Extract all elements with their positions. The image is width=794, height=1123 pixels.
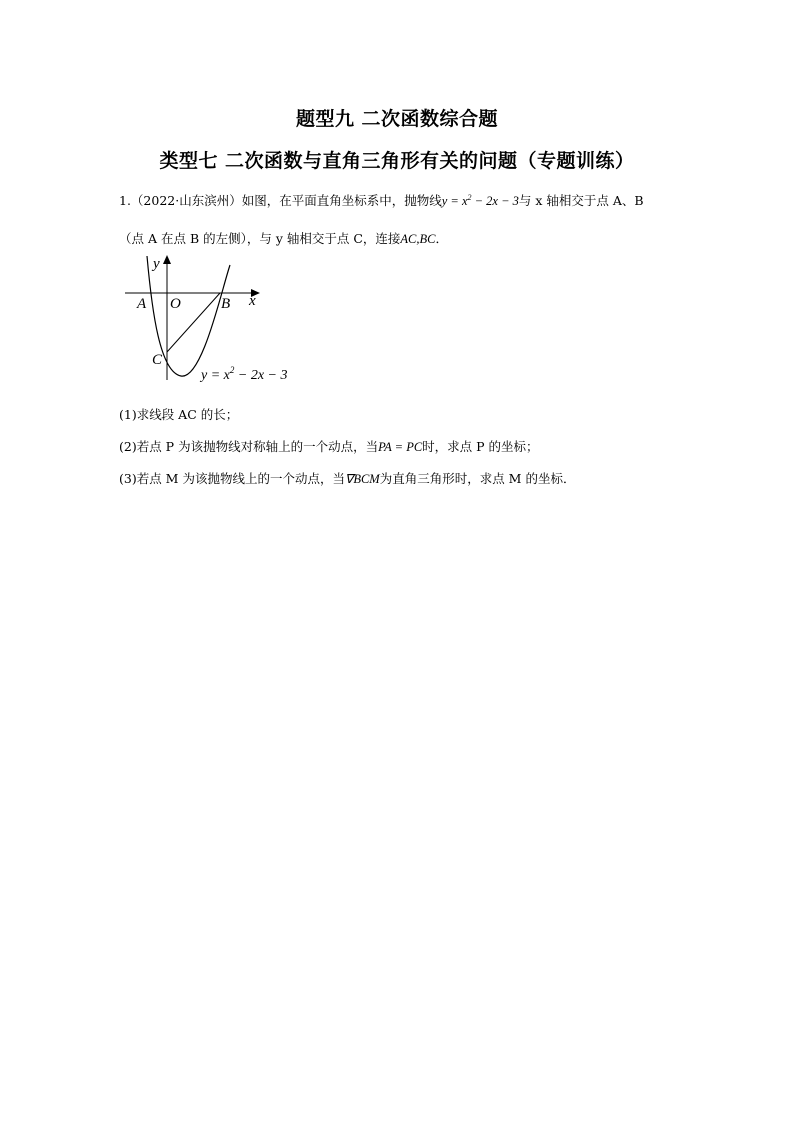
problem-intro-line-2 <box>119 229 448 247</box>
label-point-o: O <box>170 296 181 312</box>
label-y-axis: y <box>153 256 160 272</box>
question-3-text: (3)若点 M 为该抛物线上的一个动点，当 <box>119 471 345 486</box>
question-3 <box>119 469 575 487</box>
problem-intro-end: ． <box>435 231 448 246</box>
label-x-axis: x <box>249 293 256 309</box>
curve-equation-label <box>199 365 287 383</box>
label-point-b: B <box>221 296 231 312</box>
heading-line-2: 类型七 二次函数与直角三角形有关的问题（专题训练） <box>159 150 635 172</box>
question-2-text-end: 时，求点 P 的坐标； <box>422 439 539 454</box>
question-1: (1)求线段 AC 的长； <box>119 407 239 422</box>
problem-intro-text-2: 与 x 轴相交于点 A、B <box>518 193 644 208</box>
problem-intro-text-3: （点 A 在点 B 的左侧），与 y 轴相交于点 C，连接 <box>119 231 401 246</box>
curve-label-rest: − 2x − 3 <box>234 368 288 383</box>
heading-line-1: 题型九 二次函数综合题 <box>295 108 499 130</box>
question-2-math: PA = PC <box>378 440 423 454</box>
equation-y: y = x <box>441 194 468 208</box>
equation-rest: − 2x − 3 <box>471 194 519 208</box>
curve-label-y: y = x <box>201 368 230 383</box>
label-point-a: A <box>137 296 147 312</box>
question-2-text: (2)若点 P 为该抛物线对称轴上的一个动点，当 <box>119 439 379 454</box>
y-axis-arrow <box>163 255 171 264</box>
label-point-c: C <box>152 352 163 368</box>
question-2 <box>119 437 539 455</box>
curve-label-exp: 2 <box>229 365 235 375</box>
equation-exponent: 2 <box>467 192 472 202</box>
problem-intro-line-1 <box>119 191 644 209</box>
question-3-math: ∇BCM <box>344 472 380 486</box>
problem-equation <box>442 194 519 208</box>
question-3-text-end: 为直角三角形时，求点 M 的坐标． <box>379 471 576 486</box>
problem-intro-text: 1.（2022·山东滨州）如图，在平面直角坐标系中，抛物线 <box>119 193 442 208</box>
problem-segments: AC,BC <box>400 232 436 246</box>
parabola-figure <box>118 252 318 387</box>
